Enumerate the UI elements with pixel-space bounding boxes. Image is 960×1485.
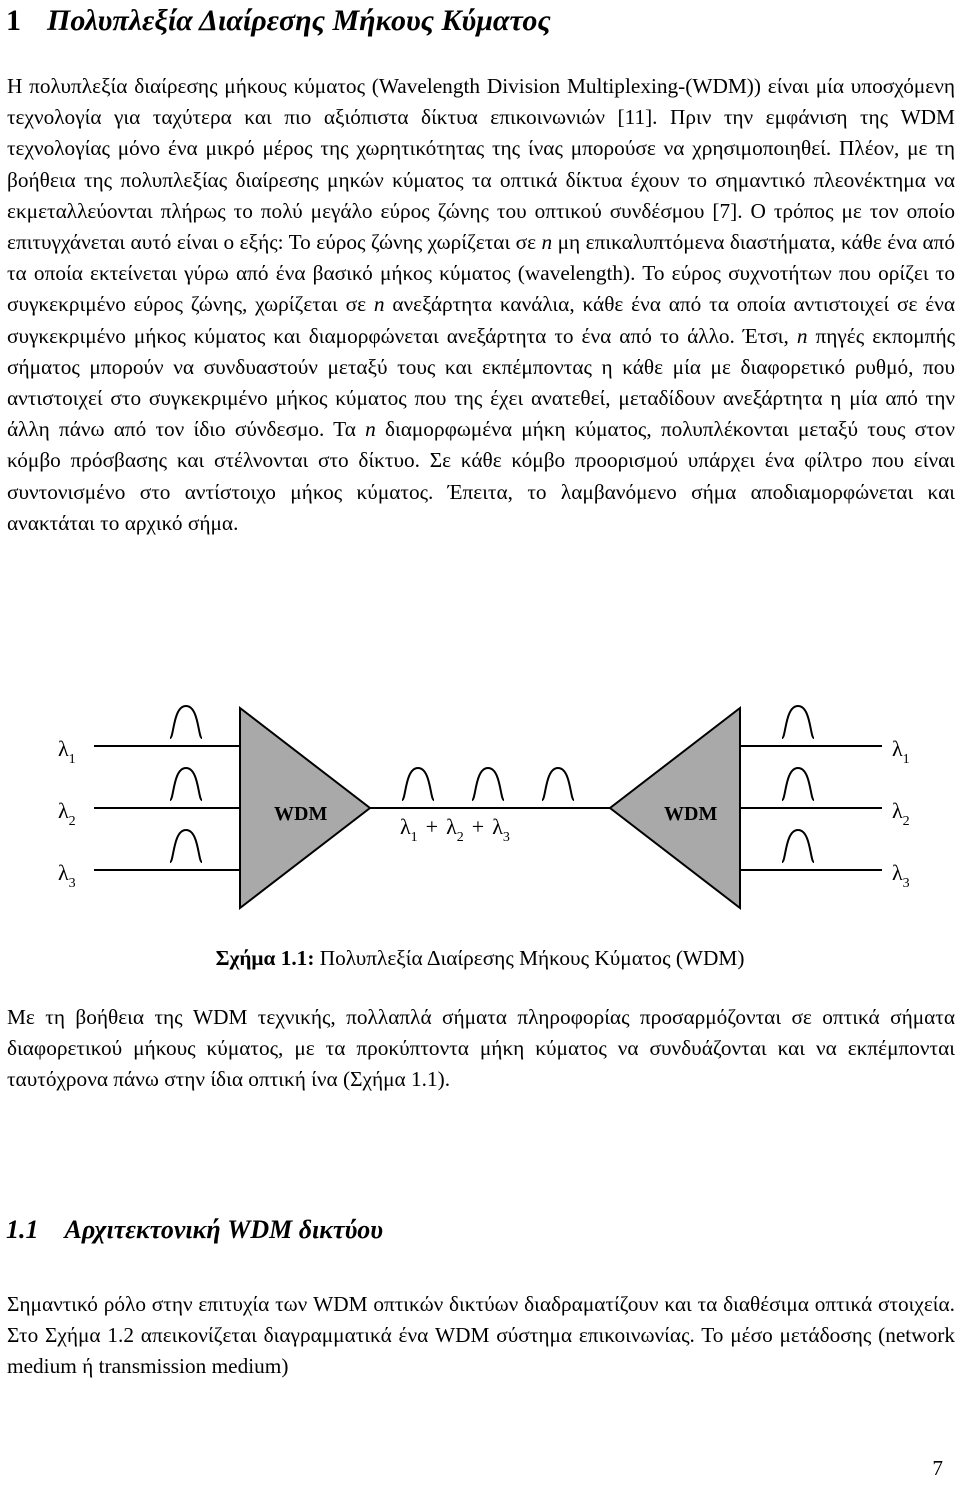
output-wavelength-label: $\lambda_1$ [892,736,910,767]
input-wavelength-label: $\lambda_1$ [58,736,76,767]
mux-label: WDM [274,803,328,825]
text-run: ανεξάρτητα κανάλια, κάθε ένα από τα οποία αντιστοιχεί σε ένα συγκεκριμένο μήκος κύματος και διαμορφώνεται ανεξάρτητα το ένα από το άλλο. Έτσι, [7,292,955,348]
combined-wavelength-label: $\lambda_1 + \lambda_2 + \lambda_3$ [400,814,510,845]
pulse-icon [170,830,202,862]
subsection-title: Αρχιτεκτονική WDM δικτύου [64,1215,384,1244]
pulse-icon [402,768,434,800]
text-run: διαμορφωμένα μήκη κύματος, πολυπλέκονται μεταξύ τους στον κόμβο πρόσβασης και στέλνονται στο δίκτυο. Σε κάθε κόμβο προορισμού υπάρχει ένα φίλτρο που είναι συντονισμένο στο αντίστοιχο μήκος κύματος. Έπειτα, το λαμβανόμενο σήμα αποδιαμορφώνεται και ανακτάται το αρχικό σήμα. [7,417,955,535]
text-run: πηγές εκπομπής σήματος μπορούν να συνδυαστούν μεταξύ τους και εκπέμποντας η κάθε μία με διαφορετικό ρυθμό, που αντιστοιχεί στο συγκεκριμένο μήκος κύματος που της έχει ανατεθεί, μεταδίδουν ανεξάρτητα η μία από την άλλη πάνω από τον ίδιο σύνδεσμο. Τα [7,323,956,442]
pulse-icon [782,706,814,738]
pulse-icon [542,768,574,800]
input-wavelength-label: $\lambda_2$ [58,798,76,829]
subsection-number: 1.1 [6,1215,39,1244]
output-wavelength-label: $\lambda_3$ [892,860,910,891]
section-heading [6,4,551,38]
wdm-diagram [52,696,932,914]
variable-n: n [373,292,385,317]
text-run: Η πολυπλεξία διαίρεσης μήκους κύματος (Wavelength Division Multiplexing-(WDM)) είναι μία υποσχόμενη τεχνολογία για ταχύτερα και πιο αξιόπιστα δίκτυα επικοινωνιών [11]. Πριν την εμφάνιση της WDM τεχνολογίας μόνο ένα μικρό μέρος της χωρητικότητας της ίνας μπορούσε να χρησιμοποιηθεί. Πλέον, με τη βοήθεια της πολυπλεξίας διαίρεσης μηκών κύματος τα οπτικά δίκτυα έχουν το σημαντικό πλεονέκτημα να εκμεταλλεύονται πλήρως το πολύ μεγάλο εύρος ζώνης του οπτικού συνδέσμου [7]. Ο τρόπος με τον οποίο επιτυγχάνεται αυτό είναι ο εξής: Το εύρος ζώνης χωρίζεται σε [7,74,955,255]
section-number: 1 [6,4,21,37]
text-run: μη επικαλυπτόμενα διαστήματα, κάθε ένα από τα οποία εκτείνεται γύρω από ένα βασικό μήκος κύματος (wavelength). Το εύρος συχνοτήτων που ορίζει το συγκεκριμένο εύρος ζώνης, χωρίζεται σε [7,230,956,317]
demux-label: WDM [664,803,718,825]
variable-n: n [796,323,808,348]
pulse-icon [170,706,202,738]
figure-caption [0,944,960,972]
pulse-icon [472,768,504,800]
intro-paragraph [7,71,955,539]
body-paragraph: Σημαντικό ρόλο στην επιτυχία των WDM οπτικών δικτύων διαδραματίζουν και τα διαθέσιμα οπτικά στοιχεία. Στο Σχήμα 1.2 απεικονίζεται διαγραμματικά ένα WDM σύστημα επικοινωνίας. Το μέσο μετάδοσης (network medium ή transmission medium) [7,1292,955,1379]
output-wavelength-label: $\lambda_2$ [892,798,910,829]
input-wavelength-label: $\lambda_3$ [58,860,76,891]
subsection-heading [6,1214,383,1246]
caption-text: Πολυπλεξία Διαίρεσης Μήκους Κύματος (WDM) [319,946,745,970]
pulse-icon [170,768,202,800]
pulse-icon [782,830,814,862]
caption-label: Σχήμα 1.1: [215,946,315,970]
body-paragraph: Με τη βοήθεια της WDM τεχνικής, πολλαπλά σήματα πληροφορίας προσαρμόζονται σε οπτικά σήματα διαφορετικού μήκους κύματος, με τα προκύπτοντα μήκη κύματος να συνδυάζονται και να εκπέμπονται ταυτόχρονα πάνω στην ίδια οπτική ίνα (Σχήμα 1.1). [7,1005,955,1092]
section-title: Πολυπλεξία Διαίρεσης Μήκους Κύματος [47,4,551,37]
page-number: 7 [932,1456,943,1480]
variable-n: n [365,417,376,442]
pulse-icon [782,768,814,800]
variable-n: n [541,230,553,255]
